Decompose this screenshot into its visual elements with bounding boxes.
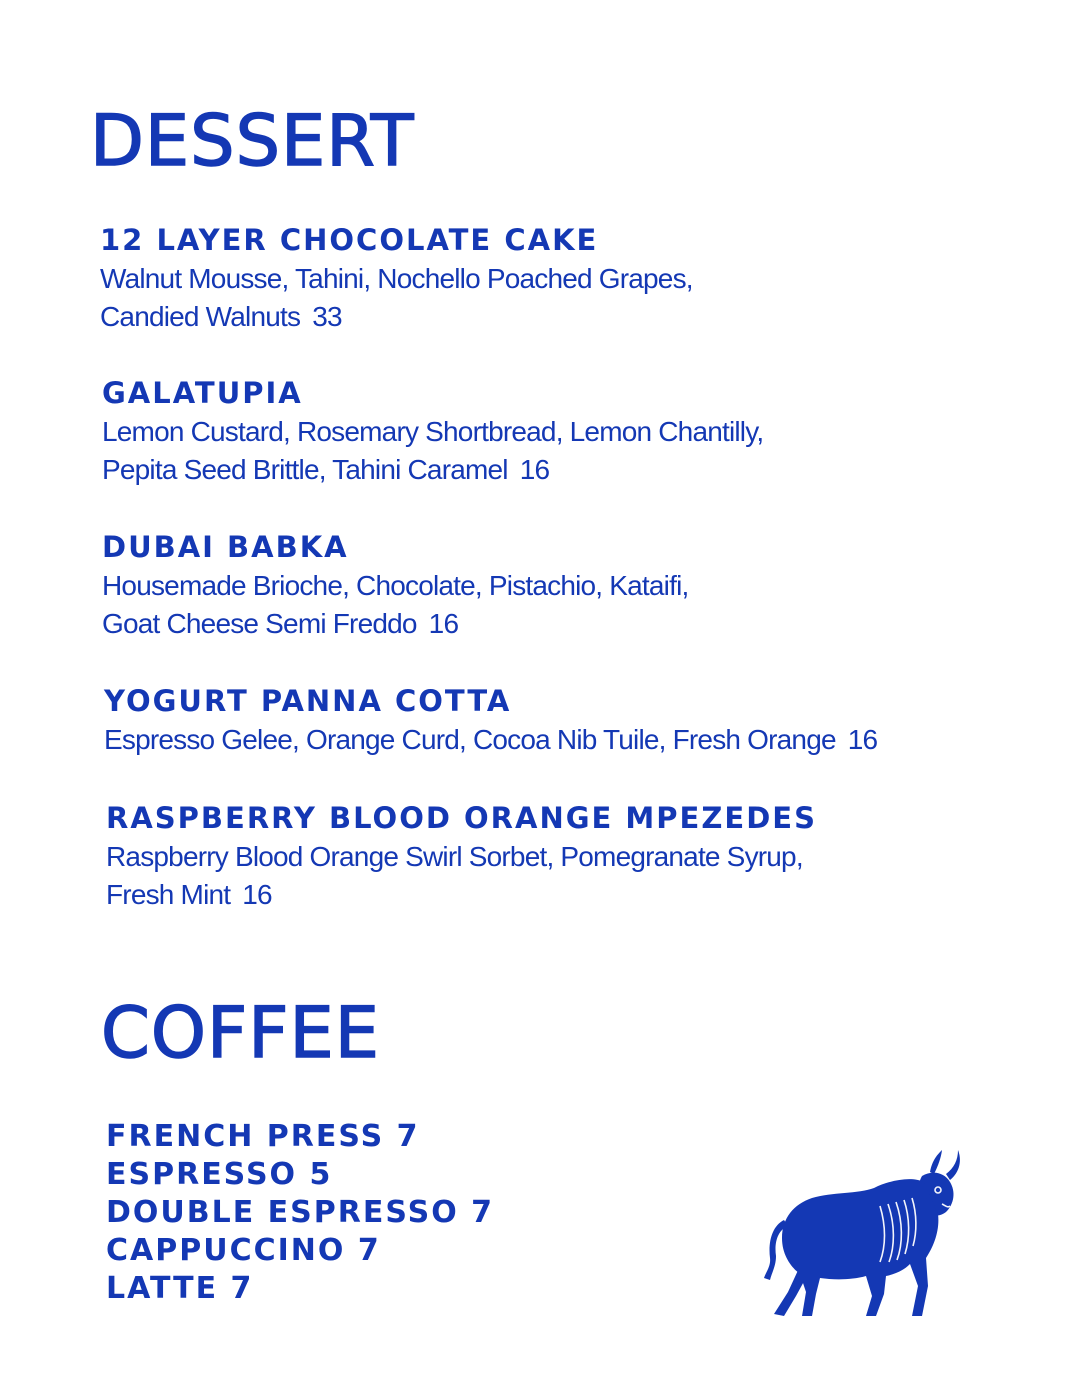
dessert-section-title: DESSERT xyxy=(90,100,415,182)
coffee-item: LATTE 7 xyxy=(106,1271,254,1306)
coffee-list xyxy=(106,1118,494,1308)
dessert-item-price: 16 xyxy=(847,724,878,755)
dessert-item-name: YOGURT PANNA COTTA xyxy=(104,684,512,718)
dessert-item-name: 12 LAYER CHOCOLATE CAKE xyxy=(100,223,599,257)
dessert-item-price: 16 xyxy=(519,454,550,485)
dessert-item-desc-line: Fresh Mint 16 xyxy=(106,879,272,910)
bull-icon xyxy=(762,1146,962,1320)
coffee-item: FRENCH PRESS 7 xyxy=(106,1119,420,1154)
dessert-item-name: GALATUPIA xyxy=(102,376,303,410)
dessert-item xyxy=(102,529,1002,643)
dessert-item-desc-line: Pepita Seed Brittle, Tahini Caramel 16 xyxy=(102,454,550,485)
dessert-item-name: RASPBERRY BLOOD ORANGE MPEZEDES xyxy=(106,801,817,835)
dessert-item xyxy=(102,375,1002,489)
coffee-item: ESPRESSO 5 xyxy=(106,1157,333,1192)
dessert-item-description xyxy=(100,260,1000,336)
dessert-item-description xyxy=(106,838,1006,914)
dessert-item-price: 33 xyxy=(312,301,342,332)
dessert-item-price: 16 xyxy=(242,879,272,910)
dessert-item-desc-line: Raspberry Blood Orange Swirl Sorbet, Pomegranate Syrup, xyxy=(106,841,803,872)
coffee-item: DOUBLE ESPRESSO 7 xyxy=(106,1195,495,1230)
dessert-item-description xyxy=(104,721,1004,759)
dessert-item-desc-line: Candied Walnuts 33 xyxy=(100,301,342,332)
dessert-item-desc-line: Walnut Mousse, Tahini, Nochello Poached Grapes, xyxy=(100,263,693,294)
dessert-item-price: 16 xyxy=(428,608,459,639)
dessert-item-desc-line: Espresso Gelee, Orange Curd, Cocoa Nib Tuile, Fresh Orange 16 xyxy=(104,724,878,755)
dessert-item-desc-line: Housemade Brioche, Chocolate, Pistachio, Kataifi, xyxy=(102,570,689,601)
coffee-item: CAPPUCCINO 7 xyxy=(106,1233,381,1268)
dessert-item-description xyxy=(102,413,1002,489)
coffee-section-title: COFFEE xyxy=(101,992,380,1074)
dessert-item-desc-line: Lemon Custard, Rosemary Shortbread, Lemon Chantilly, xyxy=(102,416,764,447)
dessert-item-desc-line: Goat Cheese Semi Freddo 16 xyxy=(102,608,459,639)
dessert-item xyxy=(106,800,1006,914)
dessert-item xyxy=(100,222,1000,336)
dessert-item-description xyxy=(102,567,1002,643)
dessert-item-name: DUBAI BABKA xyxy=(102,530,349,564)
dessert-item xyxy=(104,683,1004,759)
